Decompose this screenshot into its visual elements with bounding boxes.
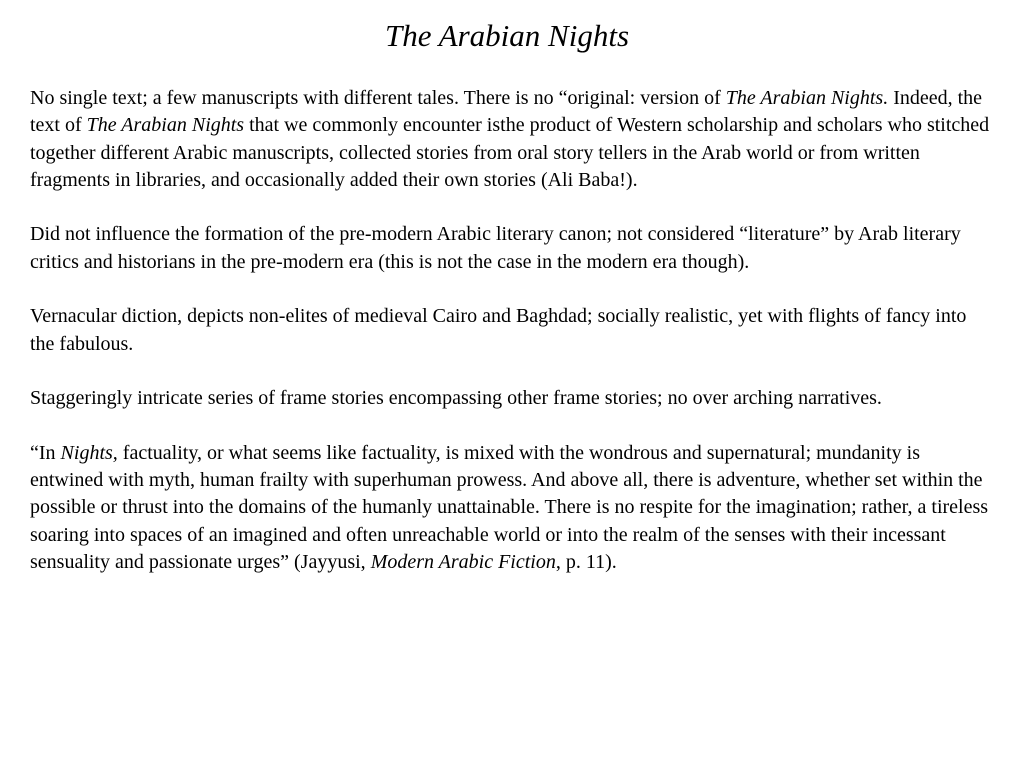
paragraph-canon: Did not influence the formation of the pre-modern Arabic literary canon; not considered “literature” by Arab literary critics and historians in the pre-modern era (this is not the case in the modern era though). (30, 223, 961, 273)
text-run: “In (30, 441, 61, 464)
paragraph-quote (30, 440, 990, 576)
book-title-italic: Nights, (60, 441, 118, 464)
slide-title: The Arabian Nights (384, 18, 630, 53)
book-title-italic: The Arabian Nights. (725, 87, 889, 109)
book-title-italic: The Arabian Nights (86, 114, 245, 137)
text-run: Indeed, the text of (30, 87, 983, 137)
slide-body (30, 85, 990, 576)
text-run: No single text; a few manuscripts with different tales. There is no “original: version of (30, 87, 726, 109)
text-run: that we commonly encounter isthe product of Western scholarship and scholars who stitched together different Arabic manuscripts, collected stories from oral story tellers in the Arab world or from written fragments in libraries, and occasionally added their own stories (Ali Baba!). (30, 114, 990, 191)
text-run: , p. 11). (555, 551, 617, 574)
paragraph-frame-stories: Staggeringly intricate series of frame stories encompassing other frame stories; no over arching narratives. (30, 387, 882, 410)
paragraph-manuscripts (30, 85, 990, 194)
text-run: factuality, or what seems like factuality, is mixed with the wondrous and supernatural; mundanity is entwined with myth, human frailty with superhuman prowess. And above all, there is adventure, whether set within the possible or thrust into the domains of the humanly unattainable. There is no respite for the imagination; rather, a tireless soaring into spaces of an imagined and often unreachable world or into the realm of the senses with their incessant sensuality and passionate urges” (Jayyusi, (30, 441, 989, 574)
paragraph-vernacular: Vernacular diction, depicts non-elites of medieval Cairo and Baghdad; socially realistic, yet with flights of fancy into the fabulous. (30, 305, 967, 355)
citation-title-italic: Modern Arabic Fiction (370, 551, 556, 574)
